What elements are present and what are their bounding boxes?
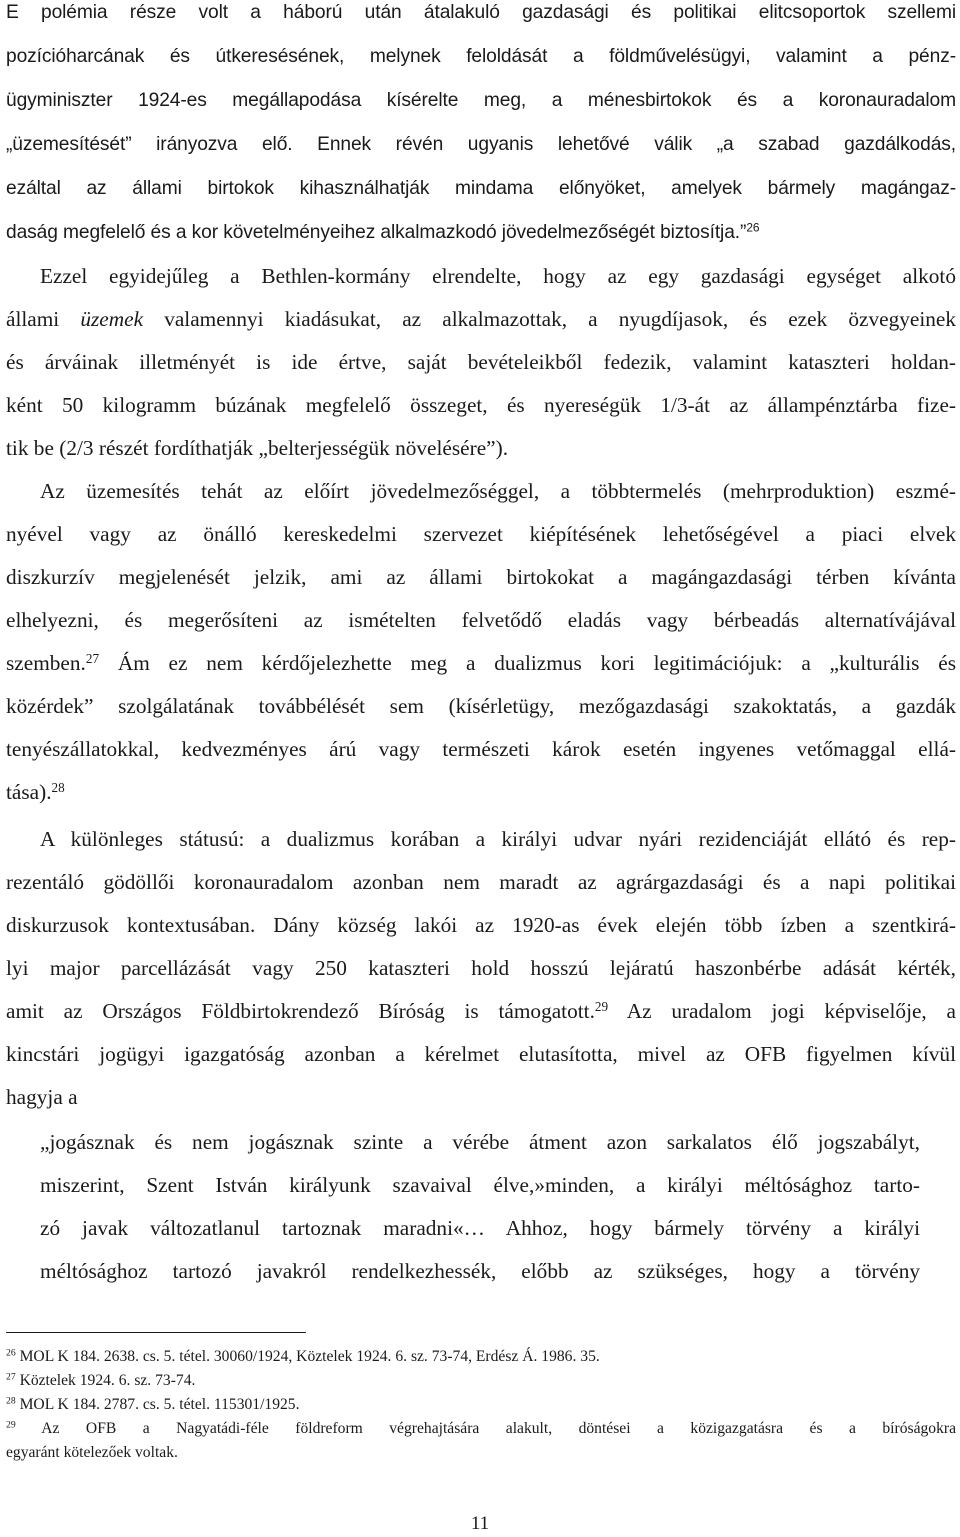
body-line: diszkurzív megjelenését jelzik, ami az állami birtokokat a magángazdasági térben kívánta: [6, 565, 956, 589]
footnote-text: MOL K 184. 2787. cs. 5. tétel. 115301/1925.: [19, 1396, 300, 1413]
body-line: közérdek” szolgálatának továbbélését sem (kísérletügy, mezőgazdasági szakoktatás, a gazdák: [6, 694, 956, 718]
body-text: szemben.: [6, 651, 86, 675]
body-text: Ám ez nem kérdőjelezhette meg a dualizmus kori legitimációjuk: a „kulturális és: [117, 651, 956, 675]
footnote-text: Köztelek 1924. 6. sz. 73-74.: [19, 1372, 196, 1389]
footnote-number: 26: [6, 1347, 16, 1359]
body-text: tása).: [6, 780, 52, 804]
body-line: elhelyezni, és megerősíteni az ismételten felvetődő eladás vagy bérbeadás alternatívájával: [6, 608, 956, 632]
footnote-ref: 29: [594, 998, 609, 1014]
body-text: Ennek révén ugyanis lehetővé válik „a szabad gazdálkodás,: [317, 134, 956, 155]
body-line: kincstári jogügyi igazgatóság azonban a kérelmet elutasította, mivel az OFB figyelmen kívül: [6, 1042, 956, 1066]
body-line: és árváinak illetményét is ide értve, saját bevételeikből fedezik, valamint kataszteri holdan-: [6, 350, 956, 374]
footnote-ref: 27: [85, 650, 100, 666]
body-line: [6, 307, 956, 332]
body-text: amit az Országos Földbirtokrendező Bíróság is támogatott.: [6, 999, 595, 1023]
body-line: rezentáló gödöllői koronauradalom azonban nem maradt az agrárgazdasági és a napi politikai: [6, 870, 956, 894]
quote-line: miszerint, Szent István királyunk szavaival élve,»minden, a királyi méltósághoz tarto-: [40, 1173, 920, 1197]
footnote-number: 28: [6, 1395, 16, 1407]
body-line: lyi major parcellázását vagy 250 kataszteri hold hosszú lejáratú haszonbérbe adását kérték,: [6, 956, 956, 980]
body-line: pozícióharcának és útkeresésének, melynek feloldását a földművelésügyi, valamint a pénz-: [6, 46, 956, 67]
footnote-27: [6, 1372, 956, 1390]
body-line: [6, 780, 956, 805]
body-text: „üzemesítését” irányozva elő.: [6, 134, 293, 155]
body-line: hagyja a: [6, 1085, 78, 1109]
quote-line: „jogásznak és nem jogásznak szinte a vérébe átment azon sarkalatos élő jogszabályt,: [40, 1130, 920, 1154]
footnote-28: [6, 1396, 956, 1414]
footnote-29: [6, 1420, 956, 1438]
footnote-separator: [6, 1332, 306, 1333]
footnote-29-continued: [6, 1444, 956, 1462]
footnote-number: 27: [6, 1371, 16, 1383]
body-line: E polémia része volt a háború után átalakuló gazdasági és politikai elitcsoportok szellemi: [6, 2, 956, 23]
body-line: [6, 222, 956, 244]
footnote-ref: 26: [746, 220, 760, 235]
body-line: tik be (2/3 részét fordíthatják „belterjességük növelésére”).: [6, 436, 509, 460]
body-line: ügyminiszter 1924-es megállapodása kísérelte meg, a ménesbirtokok és a koronauradalom: [6, 90, 956, 111]
body-line: [6, 134, 956, 156]
footnote-text: egyaránt kötelezőek voltak.: [6, 1444, 178, 1461]
emphasis-text: üzemek: [80, 307, 144, 331]
body-line: [6, 651, 956, 676]
body-line: tenyészállatokkal, kedvezményes árú vagy természeti károk esetén ingyenes vetőmaggal ellá-: [6, 737, 956, 761]
body-text: állami: [6, 307, 60, 331]
body-line: nyével vagy az önálló kereskedelmi szervezet kiépítésének lehetőségével a piaci elvek: [6, 522, 956, 546]
body-line: Ezzel egyidejűleg a Bethlen-kormány elrendelte, hogy az egy gazdasági egységet alkotó: [40, 264, 956, 288]
footnote-text: Az OFB a Nagyatádi-féle földreform végrehajtására alakult, döntései a közigazgatásra és a bíróságokra: [41, 1420, 956, 1437]
body-line: [6, 999, 956, 1024]
body-line: diskurzusok kontextusában. Dány község lakói az 1920-as évek elején több ízben a szentkirá-: [6, 913, 956, 937]
footnote-26: [6, 1348, 956, 1366]
footnote-number: 29: [6, 1419, 16, 1431]
body-line: ként 50 kilogramm búzának megfelelő összeget, és nyereségük 1/3-át az állampénztárba fize-: [6, 393, 956, 417]
footnote-text: MOL K 184. 2638. cs. 5. tétel. 30060/1924, Köztelek 1924. 6. sz. 73-74, Erdész Á. 1986. 35.: [19, 1348, 600, 1365]
footnote-ref: 28: [51, 779, 65, 795]
body-line: A különleges státusú: a dualizmus korában a királyi udvar nyári rezidenciáját ellátó és rep-: [40, 827, 956, 851]
body-text: valamennyi kiadásukat, az alkalmazottak, a nyugdíjasok, és ezek özvegyeinek: [164, 307, 956, 331]
page-number: 11: [470, 1513, 490, 1534]
body-line: Az üzemesítés tehát az előírt jövedelmezőséggel, a többtermelés (mehrproduktion) eszmé-: [40, 479, 956, 503]
quote-line: zó javak változatlanul tartoznak maradni«… Ahhoz, hogy bármely törvény a királyi: [40, 1216, 920, 1240]
body-text: Az uradalom jogi képviselője, a: [626, 999, 956, 1023]
body-line: ezáltal az állami birtokok kihasználhatják mindama előnyöket, amelyek bármely magángaz-: [6, 178, 956, 199]
quote-line: méltósághoz tartozó javakról rendelkezhessék, előbb az szükséges, hogy a törvény: [40, 1259, 920, 1283]
body-text: daság megfelelő és a kor követelményeihez alkalmazkodó jövedelmezőségét biztosítja.”: [6, 222, 747, 243]
